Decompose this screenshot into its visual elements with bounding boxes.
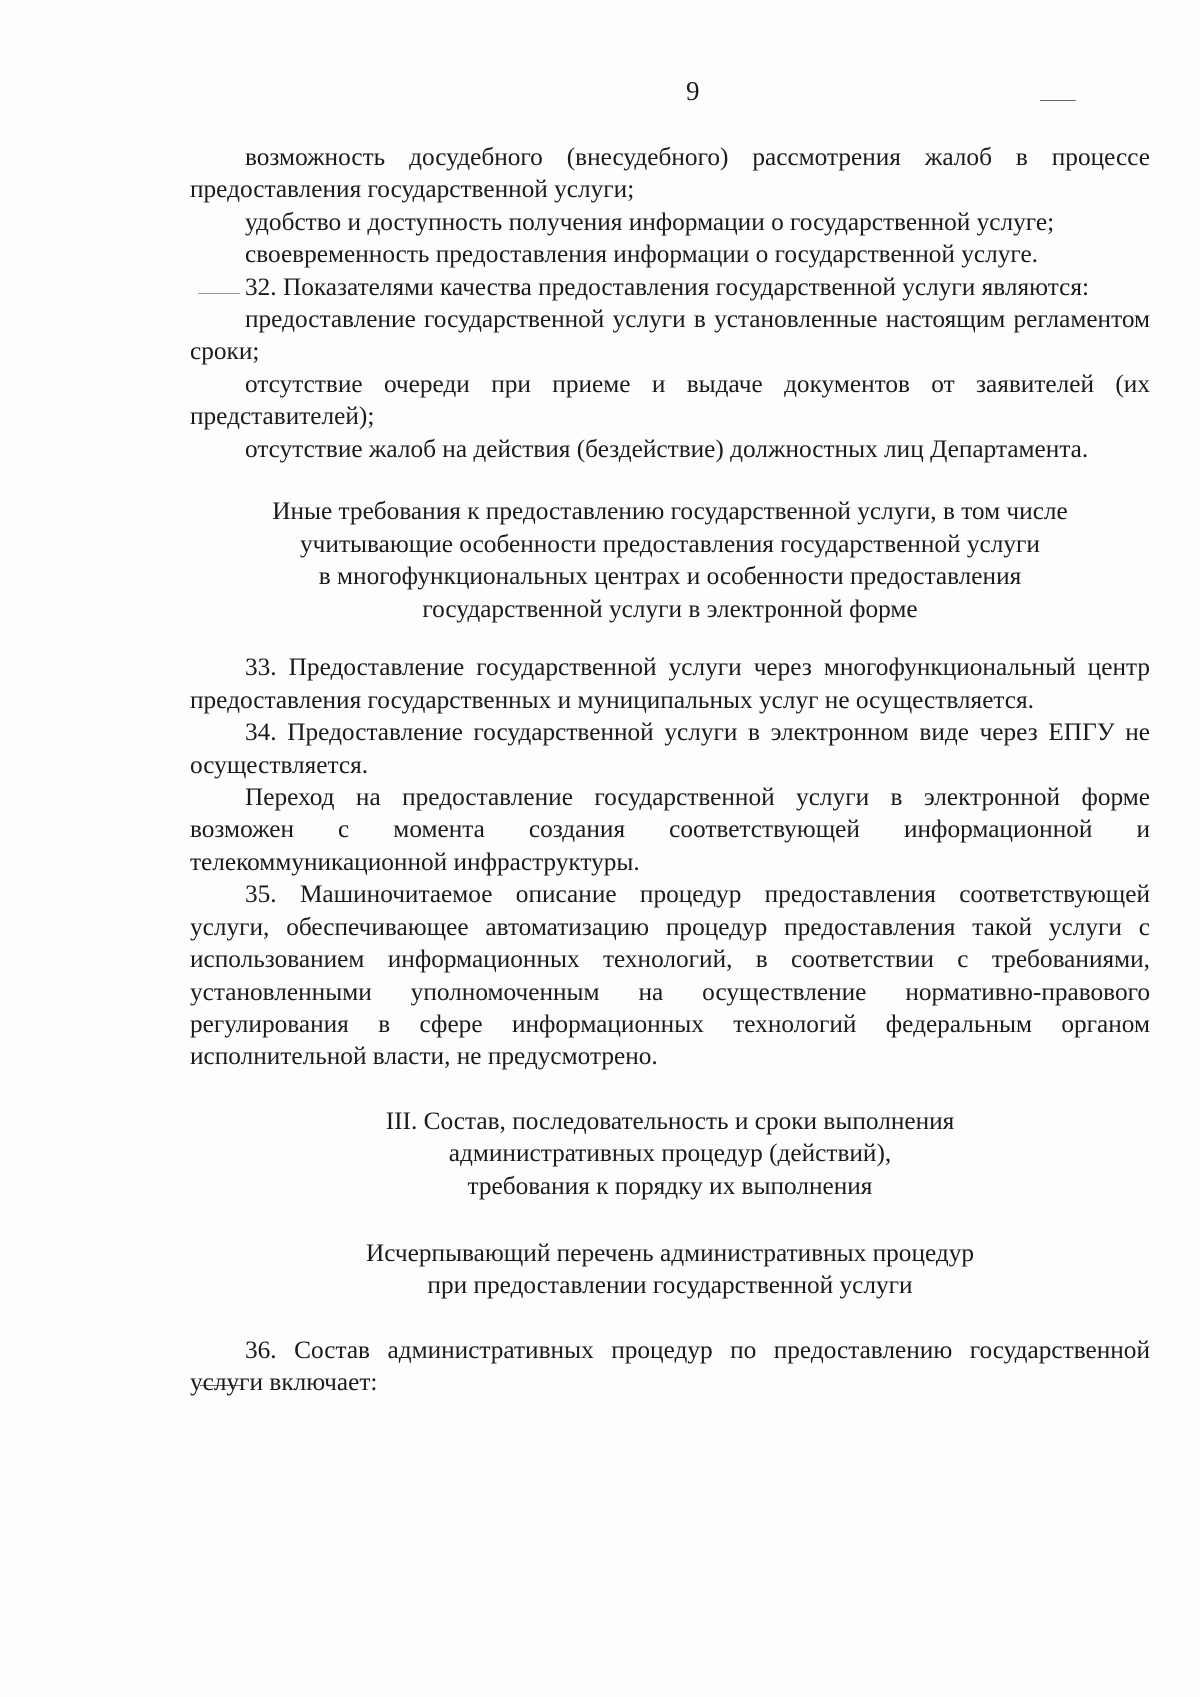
heading-line: III. Состав, последовательность и сроки выполнения bbox=[385, 1106, 955, 1135]
document-body bbox=[190, 141, 1150, 1399]
paragraph-item: Переход на предоставление государственной услуги в электронной форме возможен с момента создания соответствующей информационной и телекоммуникационной инфраструктуры. bbox=[190, 783, 1150, 876]
scan-artifact-line bbox=[1040, 100, 1076, 101]
heading-line: государственной услуги в электронной форме bbox=[422, 594, 918, 623]
paragraph-item-36: 36. Состав административных процедур по предоставлению государственной услуги включает: bbox=[190, 1335, 1150, 1397]
heading-line: при предоставлении государственной услуги bbox=[427, 1271, 913, 1300]
paragraph-item: возможность досудебного (внесудебного) рассмотрения жалоб в процессе предоставления государственной услуги; bbox=[190, 143, 1150, 204]
subsection-heading-exhaustive-list bbox=[190, 1237, 1150, 1302]
heading-line: требования к порядку их выполнения bbox=[467, 1171, 873, 1200]
section-heading-other-requirements bbox=[190, 495, 1150, 625]
heading-line: учитывающие особенности предоставления государственной услуги bbox=[300, 529, 1040, 558]
section-heading-iii bbox=[190, 1105, 1150, 1203]
paragraph-item-33: 33. Предоставление государственной услуги через многофункциональный центр предоставления государственных и муниципальных услуг не осуществляется. bbox=[190, 653, 1150, 714]
paragraph-item: отсутствие жалоб на действия (бездействие) должностных лиц Департамента. bbox=[245, 434, 1089, 463]
heading-line: Иные требования к предоставлению государственной услуги, в том числе bbox=[272, 497, 1068, 526]
paragraph-item-35: 35. Машиночитаемое описание процедур предоставления соответствующей услуги, обеспечивающее автоматизацию процедур предоставления такой услуги с использованием информационных технологий, в соответствии с требованиями, установленными уполномоченным на осуществление нормативно-правового регулирования в сфере информационных технологий федеральным органом исполнительной власти, не предусмотрено. bbox=[190, 880, 1150, 1071]
heading-line: в многофункциональных центрах и особенности предоставления bbox=[318, 562, 1022, 591]
paragraph-item-32: 32. Показателями качества предоставления государственной услуги являются: bbox=[245, 272, 1089, 301]
paragraph-item: отсутствие очереди при приеме и выдаче документов от заявителей (их представителей); bbox=[190, 369, 1150, 431]
heading-line: Исчерпывающий перечень административных процедур bbox=[365, 1238, 975, 1267]
paragraph-item-34: 34. Предоставление государственной услуги в электронном виде через ЕПГУ не осуществляется. bbox=[190, 718, 1150, 779]
page-number: 9 bbox=[686, 76, 700, 106]
paragraph-item: удобство и доступность получения информации о государственной услуге; bbox=[245, 207, 1055, 236]
paragraph-item: предоставление государственной услуги в установленные настоящим регламентом сроки; bbox=[190, 305, 1150, 366]
paragraph-item: своевременность предоставления информации о государственной услуге. bbox=[245, 240, 1038, 269]
heading-line: административных процедур (действий), bbox=[448, 1139, 892, 1168]
